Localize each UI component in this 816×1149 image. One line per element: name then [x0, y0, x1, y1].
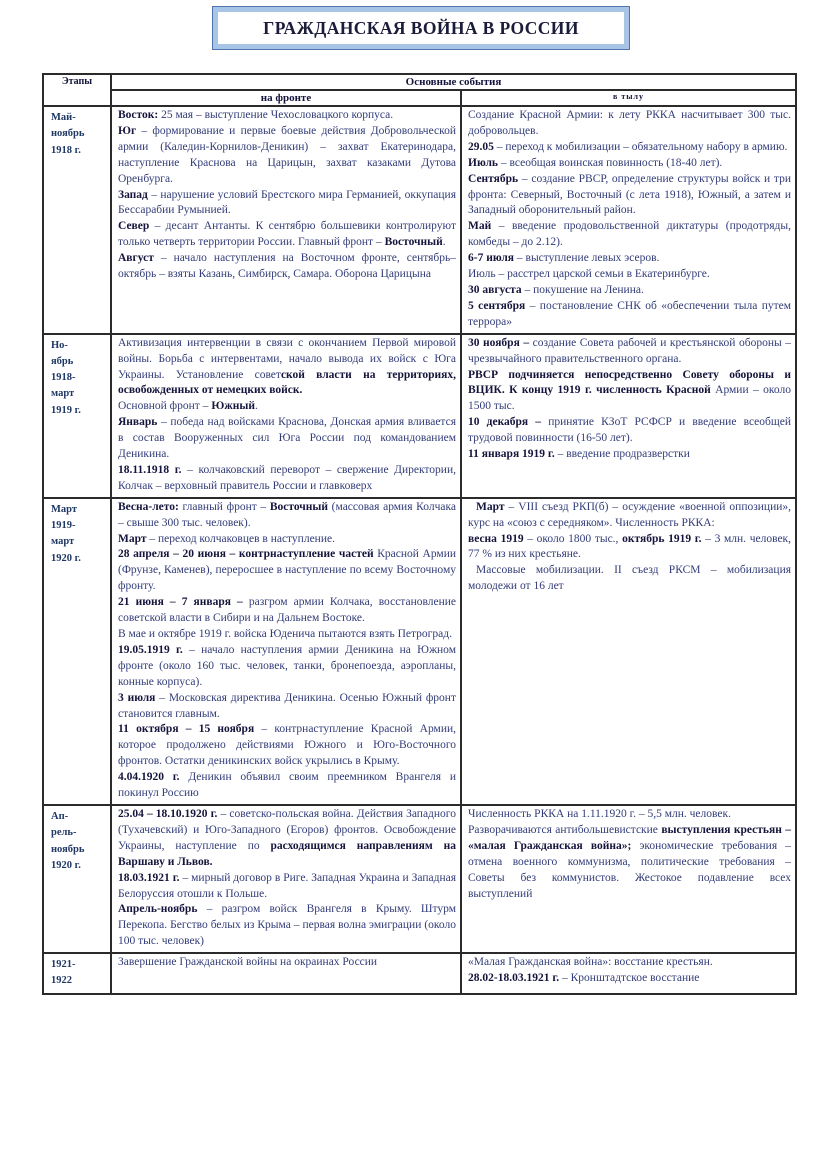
event-text-bold: 11 января 1919 г.	[468, 448, 555, 461]
event-text: разгром армии Колчака, восстановление советской власти в Сибири и на Дальнем Востоке.	[118, 596, 457, 625]
event-text-bold: 19.05.1919 г.	[118, 643, 183, 656]
table-row	[43, 805, 796, 953]
event-text-bold: Март	[476, 500, 505, 513]
event-text-bold: 10 декабря –	[468, 416, 542, 429]
event-text-bold: Апрель-ноябрь	[118, 903, 198, 916]
page-title-box	[212, 6, 630, 50]
event-text: Завершение Гражданской войны на окраинах России	[118, 956, 378, 969]
column-header-front: на фронте	[111, 90, 461, 106]
event-text: – переход к мобилизации – обязательному набору в армию.	[493, 140, 788, 153]
stage-label: Ап- рель- ноябрь 1920 г.	[43, 805, 111, 953]
event-text: – контрнаступление Красной Армии, которое продолжено действиями Южного и Юго-Восточного фронтов. Остатки деникинских войск укрылись в Крыму.	[118, 723, 457, 768]
event-text: Июль – расстрел царской семьи в Екатеринбурге.	[468, 268, 710, 281]
event-text: – переход колчаковцев в наступление.	[146, 532, 335, 545]
stage-label: 1921- 1922	[43, 953, 111, 994]
event-text: экономические требования – отмена военного коммунизма, политические требования – Советы без коммунистов. Жестокое подавление всех выступлений	[468, 839, 792, 900]
event-text: – колчаковский переворот – свержение Директории, Колчак – верховный правитель России и главковерх	[118, 463, 456, 492]
event-text: .	[442, 236, 446, 249]
event-text-bold: Восток:	[118, 109, 159, 121]
event-text: .	[254, 400, 258, 413]
event-text: (массовая армия Колчака – свыше 300 тыс. человек).	[118, 500, 456, 529]
table-row	[43, 953, 796, 994]
front-events-cell	[111, 953, 461, 994]
rear-events-cell	[461, 953, 796, 994]
event-text: – создание РВСР, определение структуры войск и три фронта: Северный, Восточный (с лета 1918), Южный, а затем и Западный оборонительный район.	[468, 172, 792, 217]
event-text: – покушение на Ленина.	[521, 283, 644, 296]
event-text-bold: расходящимся направлениям на Варшаву и Львов.	[118, 839, 456, 868]
rear-events-cell	[461, 805, 796, 953]
event-text-bold: 4.04.1920 г.	[118, 771, 180, 784]
rear-events-cell	[461, 334, 796, 498]
event-text: – постановление СНК об «обеспечении тыла путем террора»	[468, 299, 792, 328]
event-text: – VIII съезд РКП(б) – осуждение «военной оппозиции», курс на «союз с середняком». Численность РККА:	[468, 500, 792, 529]
event-text-bold: Январь	[118, 416, 158, 429]
event-text-bold: Август	[118, 252, 154, 265]
table-row	[43, 498, 796, 805]
event-text-bold: 18.11.1918 г.	[118, 463, 182, 476]
event-text-bold: Июль	[468, 156, 498, 169]
event-text-bold: Запад	[118, 188, 148, 201]
stage-label: Май- ноябрь 1918 г.	[43, 106, 111, 334]
front-events-cell	[111, 498, 461, 805]
event-text-bold: Март	[118, 532, 147, 545]
event-text: Разворачиваются антибольшевистские	[468, 823, 662, 836]
event-text: – мирный договор в Риге. Западная Украина и Западная Белоруссия отошли к Польше.	[118, 871, 456, 900]
event-text-bold: 11 октября – 15 ноября	[118, 723, 255, 736]
rear-events-cell	[461, 106, 796, 334]
event-text: – введение продразверстки	[554, 448, 690, 461]
event-text: Красной Армии (Фрунзе, Каменев), переросшее в наступление по всему Восточному фронту.	[118, 548, 457, 593]
event-text-bold: Восточный	[384, 236, 443, 249]
event-text: – начало наступления на Восточном фронте, сентябрь–октябрь – взяты Казань, Симбирск, Самара. Оборона Царицына	[118, 252, 456, 281]
event-text-bold: Весна-лето:	[118, 500, 179, 513]
header-row-sub	[43, 90, 796, 106]
event-text-bold: 21 июня – 7 января –	[118, 596, 243, 609]
event-text-bold: 3 июля	[118, 691, 156, 704]
event-text: принятие КЗоТ РСФСР и введение всеобщей трудовой повинности (16-50 лет).	[468, 416, 792, 445]
events-table	[42, 73, 797, 995]
event-text-bold: Южный	[211, 400, 255, 413]
event-text-bold: Восточный	[269, 500, 329, 513]
event-text: Создание Красной Армии: к лету РККА насчитывает 300 тыс. добровольцев.	[468, 109, 792, 137]
event-text: В мае и октябре 1919 г. войска Юденича пытаются взять Петроград.	[118, 628, 452, 640]
event-text-bold: Север	[118, 220, 150, 233]
table-header	[43, 74, 796, 106]
event-text-bold: Май	[468, 220, 492, 233]
event-text-bold: выступления крестьян – «малая Гражданская война»;	[468, 823, 792, 852]
event-text-bold: 29.05	[468, 140, 494, 153]
event-text: Основной фронт –	[118, 400, 212, 413]
column-header-main-events: Основные события	[111, 74, 796, 90]
stage-label: Март 1919- март 1920 г.	[43, 498, 111, 805]
event-text: Активизация интервенции в связи с окончанием Первой мировой войны. Борьба с интервентами, начало вывода их войск с Юга Украины. Установление совет	[118, 336, 456, 381]
rear-events-cell	[461, 498, 796, 805]
event-text-bold: РВСР подчиняется непосредственно Совету обороны и ВЦИК. К концу 1919 г. численность Красной	[468, 368, 792, 397]
table-row	[43, 334, 796, 498]
event-text: – всеобщая воинская повинность (18-40 лет).	[497, 156, 723, 169]
event-text-bold: 5 сентября	[468, 299, 526, 312]
event-text-bold: весна 1919	[468, 532, 524, 545]
event-text-bold: 25.04 – 18.10.1920 г.	[118, 807, 218, 820]
event-text: – введение продовольственной диктатуры (продотряды, комбеды – до 2.12).	[468, 220, 792, 249]
event-text: – советско-польская война. Действия Западного (Тухачевский) и Юго-Западного (Егоров) фронтов. Освобождение Украины, наступление по	[118, 807, 456, 852]
event-text-bold: Сентябрь	[468, 172, 519, 185]
event-text: – десант Антанты. К сентябрю большевики контролируют только четверть территории России. Главный фронт –	[118, 220, 456, 249]
event-text: – около 1800 тыс.,	[523, 532, 623, 545]
event-text: – победа над войсками Краснова, Донская армия вливается в состав Вооруженных сил Юга России под командованием Деникина.	[118, 416, 456, 461]
event-text-bold: октябрь 1919 г.	[622, 532, 702, 545]
column-header-rear: в тылу	[461, 90, 796, 106]
front-events-cell	[111, 805, 461, 953]
event-text: создание Совета рабочей и крестьянской обороны – чрезвычайного правительственного органа.	[468, 336, 792, 365]
event-text-bold: Юг	[118, 124, 137, 137]
event-text: Армии – около 1500 тыс.	[468, 384, 792, 413]
event-text: – формирование и первые боевые действия Добровольческой армии (Каледин-Корнилов-Деникин) – захват Екатеринодара, наступление Краснова на Царицын, захват казаками Дутова Оренбурга.	[118, 124, 456, 185]
event-text-bold: 30 августа	[468, 283, 522, 296]
event-text-bold: 6-7 июля	[468, 252, 515, 265]
event-text: Численность РККА на 1.11.1920 г. – 5,5 млн. человек.	[468, 807, 731, 820]
event-text: – нарушение условий Брестского мира Германией, оккупация Бессарабии Румынией.	[118, 188, 456, 217]
event-text-bold: ской власти на территориях, освобожденных от немецких войск.	[118, 368, 456, 397]
event-text: «Малая Гражданская война»: восстание крестьян.	[468, 956, 713, 969]
table-row	[43, 106, 796, 334]
stage-label: Но- ябрь 1918- март 1919 г.	[43, 334, 111, 498]
event-text: – 3 млн. человек, 77 % из них крестьяне.	[468, 532, 792, 561]
event-text: – Кронштадтское восстание	[559, 972, 700, 985]
event-text-bold: 18.03.1921 г.	[118, 871, 180, 884]
event-text: – Московская директива Деникина. Осенью Южный фронт становится главным.	[118, 691, 456, 720]
front-events-cell	[111, 334, 461, 498]
event-text-bold: 30 ноября –	[468, 336, 530, 349]
header-row-top	[43, 74, 796, 90]
front-events-cell	[111, 106, 461, 334]
event-text: Массовые мобилизации. II съезд РКСМ – мобилизация молодежи от 16 лет	[468, 564, 792, 593]
event-text-bold: 28.02-18.03.1921 г.	[468, 972, 560, 985]
column-header-stages: Этапы	[43, 74, 111, 106]
event-text: Деникин объявил своим преемником Врангеля и покинул Россию	[118, 771, 456, 800]
page	[0, 6, 816, 995]
event-text: главный фронт –	[178, 500, 270, 513]
event-text: – начало наступления армии Деникина на Южном фронте (около 160 тыс. человек, танки, бронепоезда, аэропланы, конные корпуса).	[118, 643, 456, 688]
table-body	[43, 106, 796, 994]
event-text: – выступление левых эсеров.	[514, 252, 660, 265]
event-text: 25 мая – выступление Чехословацкого корпуса.	[158, 109, 394, 121]
event-text: – разгром войск Врангеля в Крыму. Штурм Перекопа. Бегство белых из Крыма – первая волна эмиграции (около 100 тыс. человек)	[118, 903, 456, 948]
page-title: ГРАЖДАНСКАЯ ВОЙНА В РОССИИ	[263, 18, 579, 38]
event-text-bold: 28 апреля – 20 июня – контрнаступление частей	[118, 548, 374, 561]
